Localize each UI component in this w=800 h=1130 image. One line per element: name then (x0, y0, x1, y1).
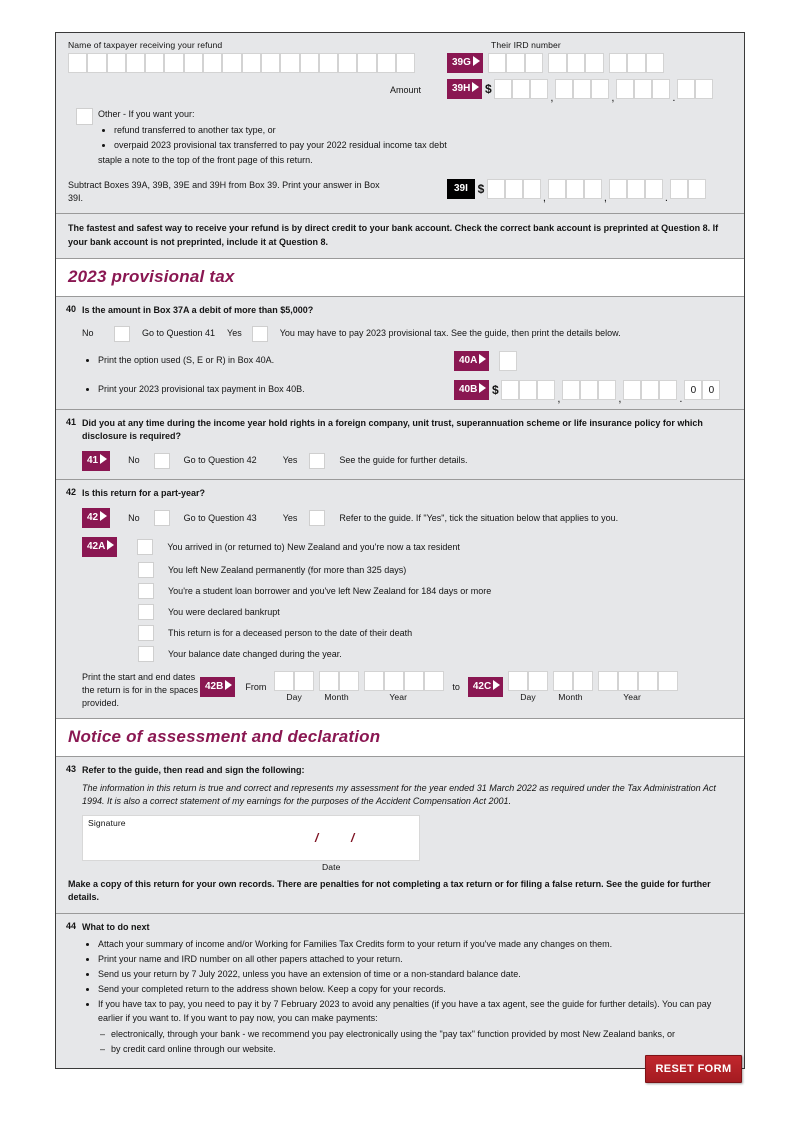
question-42-text: Is this return for a part-year? (82, 487, 206, 498)
arrow-right-icon (479, 383, 486, 393)
badge-42b (200, 677, 235, 697)
q42a-situation-checkbox[interactable] (138, 625, 154, 641)
q40a-option-input[interactable] (499, 351, 517, 371)
day-label: Day (520, 692, 536, 703)
month-label: Month (324, 692, 349, 703)
q42a-situation-label: Your balance date changed during the year. (168, 648, 342, 659)
amount-cell[interactable] (645, 179, 663, 199)
name-cell[interactable] (396, 53, 415, 73)
section-heading-provisional-tax: 2023 provisional tax (68, 267, 235, 287)
provisional-tax-heading-band (56, 259, 744, 296)
decimal-separator: . (672, 92, 676, 104)
amount-39i-input[interactable] (487, 179, 706, 204)
amount-cell[interactable] (584, 179, 602, 199)
year-cell[interactable] (384, 671, 404, 691)
q42a-situation-label: You arrived in (or returned to) New Zealand and you're now a tax resident (167, 541, 460, 552)
q40-bullet-a-list (82, 354, 454, 368)
amount-cell[interactable] (505, 179, 523, 199)
amount-cell[interactable] (573, 79, 591, 99)
arrow-right-icon (100, 511, 107, 521)
badge-39i-label: 39I (454, 182, 468, 194)
question-44-number: 44 (66, 920, 77, 931)
notice-assessment-heading-band (56, 719, 744, 756)
name-cell[interactable] (280, 53, 299, 73)
badge-42-label: 42 (87, 512, 99, 524)
q40-yes-note: You may have to pay 2023 provisional tax. See the guide, then print the details below. (279, 328, 621, 339)
q42a-situation-checkbox[interactable] (138, 604, 154, 620)
reset-form-label: RESET FORM (655, 1063, 732, 1075)
q40-bullet-b-list (82, 383, 454, 397)
ird-cell[interactable] (525, 53, 544, 73)
ird-cell[interactable] (609, 53, 628, 73)
copy-notice-text: Make a copy of this return for your own records. There are penalties for not completing a tax return or for filing a false return. See the guide for further details. (68, 878, 711, 903)
badge-39i (447, 179, 475, 199)
what-to-do-next-heading: What to do next (82, 921, 150, 932)
question-41-number: 41 (66, 416, 77, 427)
ird-cell[interactable] (548, 53, 567, 73)
amount-cell[interactable] (670, 179, 688, 199)
question-42-number: 42 (66, 486, 77, 497)
comma-separator: , (618, 392, 622, 405)
amount-cell[interactable] (641, 380, 659, 400)
date-slash: / (351, 830, 355, 845)
name-cell[interactable] (338, 53, 357, 73)
name-cell[interactable] (87, 53, 106, 73)
day-cell[interactable] (508, 671, 528, 691)
amount-cell[interactable] (623, 380, 641, 400)
from-label: From (245, 681, 267, 692)
name-cell[interactable] (184, 53, 203, 73)
year-label: Year (389, 692, 408, 703)
name-cell[interactable] (68, 53, 87, 73)
arrow-right-icon (473, 56, 480, 66)
q40-no-checkbox[interactable] (114, 326, 130, 342)
amount-cell[interactable] (598, 380, 616, 400)
subtract-instruction: Subtract Boxes 39A, 39B, 39E and 39H from Box 39. Print your answer in Box 39I. (68, 179, 380, 204)
amount-cell[interactable] (494, 79, 512, 99)
q41-no-note: Go to Question 42 (183, 455, 257, 466)
question-40-number: 40 (66, 304, 77, 315)
ird-cell[interactable] (627, 53, 646, 73)
amount-cell[interactable] (591, 79, 609, 99)
amount-cell[interactable] (487, 179, 505, 199)
day-label: Day (286, 692, 302, 703)
ird-cell[interactable] (488, 53, 507, 73)
day-cell[interactable] (528, 671, 548, 691)
q41-no-checkbox[interactable] (154, 453, 170, 469)
arrow-right-icon (100, 454, 107, 464)
month-cell[interactable] (573, 671, 593, 691)
badge-40a (454, 351, 489, 371)
amount-cell[interactable] (537, 380, 555, 400)
badge-42c (468, 677, 503, 697)
their-ird-number-label: Their IRD number (491, 40, 561, 50)
what-next-bullet-list (82, 938, 732, 1026)
badge-41 (82, 451, 110, 471)
comma-separator: , (557, 392, 561, 405)
name-cell[interactable] (145, 53, 164, 73)
list-item: – electronically, through your bank - we recommend you pay electronically using the "pay tax" function provided by most New Zealand banks, or (111, 1028, 732, 1042)
name-cell[interactable] (319, 53, 338, 73)
decimal-separator: . (664, 191, 668, 204)
q41-yes-checkbox[interactable] (309, 453, 325, 469)
amount-cell[interactable] (548, 179, 566, 199)
year-cell[interactable] (364, 671, 384, 691)
direct-credit-text: The fastest and safest way to receive your refund is by direct credit to your bank account. Check the correct bank account is preprinted at Question 8. If your bank account is not preprinted, include it at Question 8. (68, 223, 719, 247)
badge-41-label: 41 (87, 454, 99, 466)
declaration-text: The information in this return is true and correct and represents my assessment for the year ended 31 March 2022 as required under the Tax Administration Act 1994. It is also a correct statement of my earnings for the purposes of the Accident Compensation Act 2001. (82, 782, 716, 807)
form-frame (55, 32, 745, 1069)
list-item: • If you have tax to pay, you need to pay it by 7 February 2023 to avoid any penalties (if you have a tax agent, see the guide for further details). You can pay earlier if you want to. If you want to pay now, you can make payments: (98, 998, 732, 1026)
other-checkbox[interactable] (76, 108, 93, 125)
currency-symbol: $ (492, 382, 499, 397)
list-item: • overpaid 2023 provisional tax transferred to pay your 2022 residual income tax debt (114, 139, 732, 153)
amount-cell[interactable] (609, 179, 627, 199)
q42-yes-label: Yes (282, 512, 298, 523)
currency-symbol: $ (477, 181, 485, 196)
badge-40a-label: 40A (459, 354, 478, 366)
q41-yes-label: Yes (282, 455, 298, 466)
badge-42a (82, 537, 117, 557)
question-41-text: Did you at any time during the income year hold rights in a foreign company, unit trust, superannuation scheme or life insurance policy for which disclosure is required? (82, 417, 703, 442)
q42a-situation-label: You left New Zealand permanently (for more than 325 days) (168, 564, 407, 575)
year-cell[interactable] (638, 671, 658, 691)
amount-cell[interactable] (566, 179, 584, 199)
q42a-situation-label: You were declared bankrupt (168, 606, 280, 617)
signature-label: Signature (88, 817, 126, 828)
name-of-taxpayer-label: Name of taxpayer receiving your refund (68, 40, 223, 50)
q41-no-label: No (128, 455, 140, 466)
list-item: • Print the option used (S, E or R) in Box 40A. (98, 354, 454, 368)
list-item: • refund transferred to another tax type, or (114, 124, 732, 138)
amount-cell[interactable] (695, 79, 713, 99)
cents-cell: 0 (702, 380, 720, 400)
q40-yes-checkbox[interactable] (252, 326, 268, 342)
ird-cell[interactable] (506, 53, 525, 73)
section-heading-notice-assessment: Notice of assessment and declaration (68, 727, 381, 747)
name-cell[interactable] (126, 53, 145, 73)
arrow-right-icon (493, 680, 500, 690)
amount-cell[interactable] (616, 79, 634, 99)
amount-cell[interactable] (530, 79, 548, 99)
date-from-input[interactable] (274, 671, 444, 691)
year-cell[interactable] (658, 671, 678, 691)
badge-39g-label: 39G (452, 57, 471, 68)
to-label: to (452, 681, 460, 692)
question-43 (56, 757, 744, 913)
q40b-amount-input[interactable] (501, 380, 720, 405)
badge-42c-label: 42C (472, 681, 492, 693)
cents-cell: 0 (684, 380, 702, 400)
amount-cell[interactable] (634, 79, 652, 99)
reset-form-button[interactable] (645, 1055, 742, 1083)
badge-40b-label: 40B (459, 383, 478, 395)
q42-no-checkbox[interactable] (154, 510, 170, 526)
q42a-situation-label: You're a student loan borrower and you've left New Zealand for 184 days or more (168, 585, 492, 596)
date-to-input[interactable] (508, 671, 678, 691)
list-item: • Attach your summary of income and/or Working for Families Tax Credits form to your return if you've made any changes on them. (98, 938, 732, 952)
amount-cell[interactable] (523, 179, 541, 199)
signature-box[interactable] (82, 815, 420, 861)
question-42 (56, 480, 744, 719)
ird-number-input[interactable] (488, 53, 665, 73)
amount-cell[interactable] (677, 79, 695, 99)
comma-separator: , (603, 191, 607, 204)
amount-label: Amount (389, 85, 421, 95)
name-cell[interactable] (203, 53, 222, 73)
list-item: – by credit card online through our website. (111, 1043, 732, 1057)
q42-yes-checkbox[interactable] (309, 510, 325, 526)
name-of-taxpayer-input[interactable] (68, 53, 415, 73)
name-cell[interactable] (107, 53, 126, 73)
badge-39h-label: 39H (452, 83, 471, 94)
q40-no-label: No (82, 328, 94, 339)
amount-cell[interactable] (659, 380, 677, 400)
year-cell[interactable] (618, 671, 638, 691)
question-44 (56, 914, 744, 1068)
amount-cell[interactable] (519, 380, 537, 400)
q42a-situation-checkbox[interactable] (138, 646, 154, 662)
date-slash: / (315, 830, 319, 845)
comma-separator: , (542, 191, 546, 204)
year-cell[interactable] (424, 671, 444, 691)
badge-40b (454, 380, 489, 400)
list-item: • Print your name and IRD number on all other papers attached to your return. (98, 953, 732, 967)
amount-cell[interactable] (627, 179, 645, 199)
month-cell[interactable] (339, 671, 359, 691)
year-cell[interactable] (598, 671, 618, 691)
arrow-right-icon (479, 354, 486, 364)
question-40-text: Is the amount in Box 37A a debit of more than $5,000? (82, 305, 314, 316)
refund-section (56, 33, 744, 213)
name-cell[interactable] (300, 53, 319, 73)
question-43-text: Refer to the guide, then read and sign the following: (82, 765, 305, 776)
name-cell[interactable] (222, 53, 241, 73)
date-label: Date (322, 861, 341, 872)
list-item: • Print your 2023 provisional tax payment in Box 40B. (98, 383, 454, 397)
other-bullet-list (98, 124, 732, 153)
q42a-situation-checkbox[interactable] (138, 562, 154, 578)
arrow-right-icon (472, 82, 479, 92)
amount-cell[interactable] (501, 380, 519, 400)
q42-yes-note: Refer to the guide. If "Yes", tick the situation below that applies to you. (339, 512, 619, 523)
question-41 (56, 410, 744, 479)
ird-cell[interactable] (646, 53, 665, 73)
amount-cell[interactable] (580, 380, 598, 400)
badge-42a-label: 42A (87, 541, 106, 553)
other-heading: Other - If you want your: (98, 109, 195, 119)
year-label: Year (623, 692, 641, 703)
comma-separator: , (611, 92, 615, 104)
amount-39h-input[interactable] (494, 79, 713, 104)
currency-symbol: $ (485, 82, 492, 96)
payment-method-list (98, 1028, 732, 1057)
amount-cell[interactable] (512, 79, 530, 99)
q40-no-note: Go to Question 41 (142, 328, 216, 339)
question-43-number: 43 (66, 764, 77, 775)
amount-cell[interactable] (688, 179, 706, 199)
month-label: Month (558, 692, 583, 703)
year-cell[interactable] (404, 671, 424, 691)
ird-cell[interactable] (567, 53, 586, 73)
ird-cell[interactable] (585, 53, 604, 73)
q42-no-label: No (128, 512, 140, 523)
q42-no-note: Go to Question 43 (183, 512, 257, 523)
name-cell[interactable] (164, 53, 183, 73)
direct-credit-notice (56, 214, 744, 258)
day-cell[interactable] (274, 671, 294, 691)
q42a-situation-checkbox[interactable] (138, 583, 154, 599)
q41-yes-note: See the guide for further details. (339, 455, 468, 466)
amount-cell[interactable] (555, 79, 573, 99)
name-cell[interactable] (377, 53, 396, 73)
amount-cell[interactable] (652, 79, 670, 99)
q40-yes-label: Yes (227, 328, 242, 339)
q42a-situation-label: This return is for a deceased person to the date of their death (168, 627, 413, 638)
list-item: • Send your completed return to the address shown below. Keep a copy for your records. (98, 983, 732, 997)
badge-42 (82, 508, 110, 528)
comma-separator: , (550, 92, 554, 104)
month-cell[interactable] (319, 671, 339, 691)
other-tail-text: staple a note to the top of the front page of this return. (98, 154, 313, 165)
badge-42b-label: 42B (205, 681, 224, 693)
name-cell[interactable] (357, 53, 376, 73)
day-cell[interactable] (294, 671, 314, 691)
amount-cell[interactable] (562, 380, 580, 400)
name-cell[interactable] (242, 53, 261, 73)
list-item: • Send us your return by 7 July 2022, unless you have an extension of time or a non-standard balance date. (98, 968, 732, 982)
q42a-situation-checkbox[interactable] (137, 539, 153, 555)
badge-39h (447, 79, 482, 99)
badge-39g (447, 53, 483, 73)
name-cell[interactable] (261, 53, 280, 73)
arrow-right-icon (107, 540, 114, 550)
decimal-separator: . (679, 392, 683, 405)
month-cell[interactable] (553, 671, 573, 691)
arrow-right-icon (225, 680, 232, 690)
print-dates-instruction: Print the start and end dates the return is for in the spaces provided. (82, 672, 199, 709)
question-40 (56, 297, 744, 409)
